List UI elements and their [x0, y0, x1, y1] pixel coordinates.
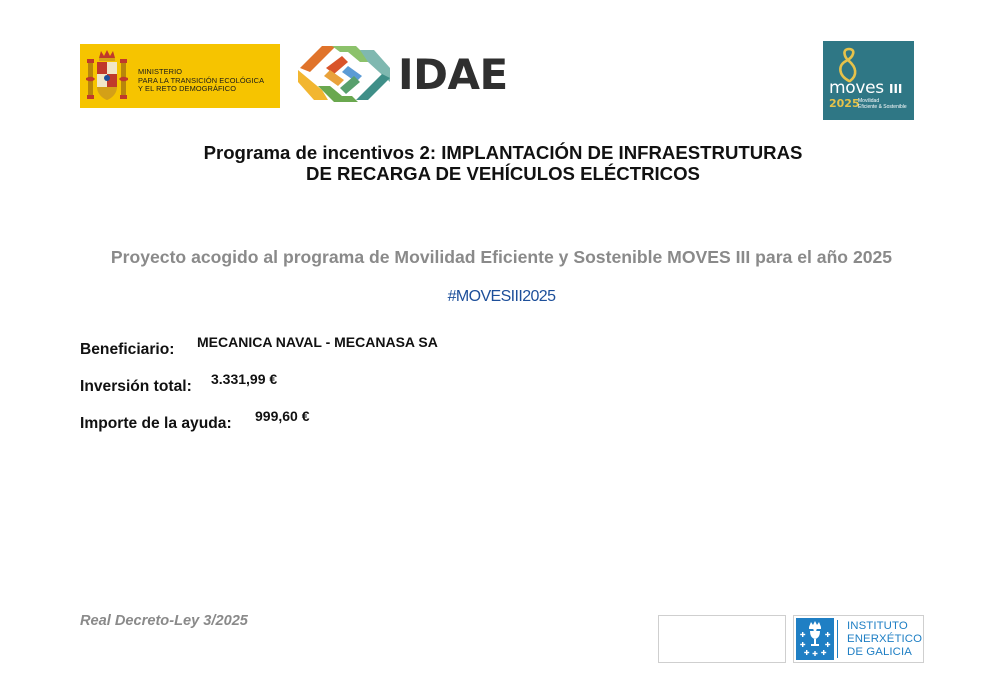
decree-reference: Real Decreto-Ley 3/2025	[80, 613, 248, 629]
idae-wordmark: IDAE	[398, 50, 508, 99]
hashtag: #MOVESIII2025	[447, 288, 556, 305]
moves-year: 2025	[829, 97, 860, 110]
beneficiary-label: Beneficiario:	[80, 341, 175, 358]
idae-logo	[296, 42, 508, 108]
investment-value: 3.331,99 €	[211, 371, 278, 387]
moves-subtitle: Movilidad Eficiente & Sostenible	[858, 98, 907, 110]
moves-roman-numeral: III	[889, 82, 903, 96]
project-statement: Proyecto acogido al programa de Movilidad Eficiente y Sostenible MOVES III para el año 2025	[110, 247, 893, 267]
ministerio-text: MINISTERIO PARA LA TRANSICIÓN ECOLÓGICA Y EL RETO DEMOGRÁFICO	[138, 67, 265, 94]
aid-amount-value: 999,60 €	[255, 408, 310, 424]
spain-coat-of-arms-icon	[86, 48, 128, 104]
ministerio-logo	[80, 44, 280, 108]
inega-separator	[837, 620, 838, 658]
program-title-line2: DE RECARGA DE VEHÍCULOS ELÉCTRICOS	[306, 163, 700, 184]
investment-label: Inversión total:	[80, 378, 192, 395]
program-title	[0, 142, 1000, 184]
moves-word: moves	[829, 78, 884, 98]
galicia-shield-icon	[796, 618, 834, 660]
inega-text: INSTITUTO ENERXÉTICO DE GALICIA	[847, 620, 923, 658]
idae-interlaced-mark-icon	[296, 42, 392, 108]
beneficiary-value: MECANICA NAVAL - MECANASA SA	[197, 334, 438, 350]
inega-logo	[793, 615, 924, 663]
aid-amount-label: Importe de la ayuda:	[80, 415, 232, 432]
blank-logo-box	[658, 615, 786, 663]
moves-logo	[823, 41, 914, 120]
program-title-line1: Programa de incentivos 2: IMPLANTACIÓN DE INFRAESTRUTURAS	[203, 142, 803, 163]
